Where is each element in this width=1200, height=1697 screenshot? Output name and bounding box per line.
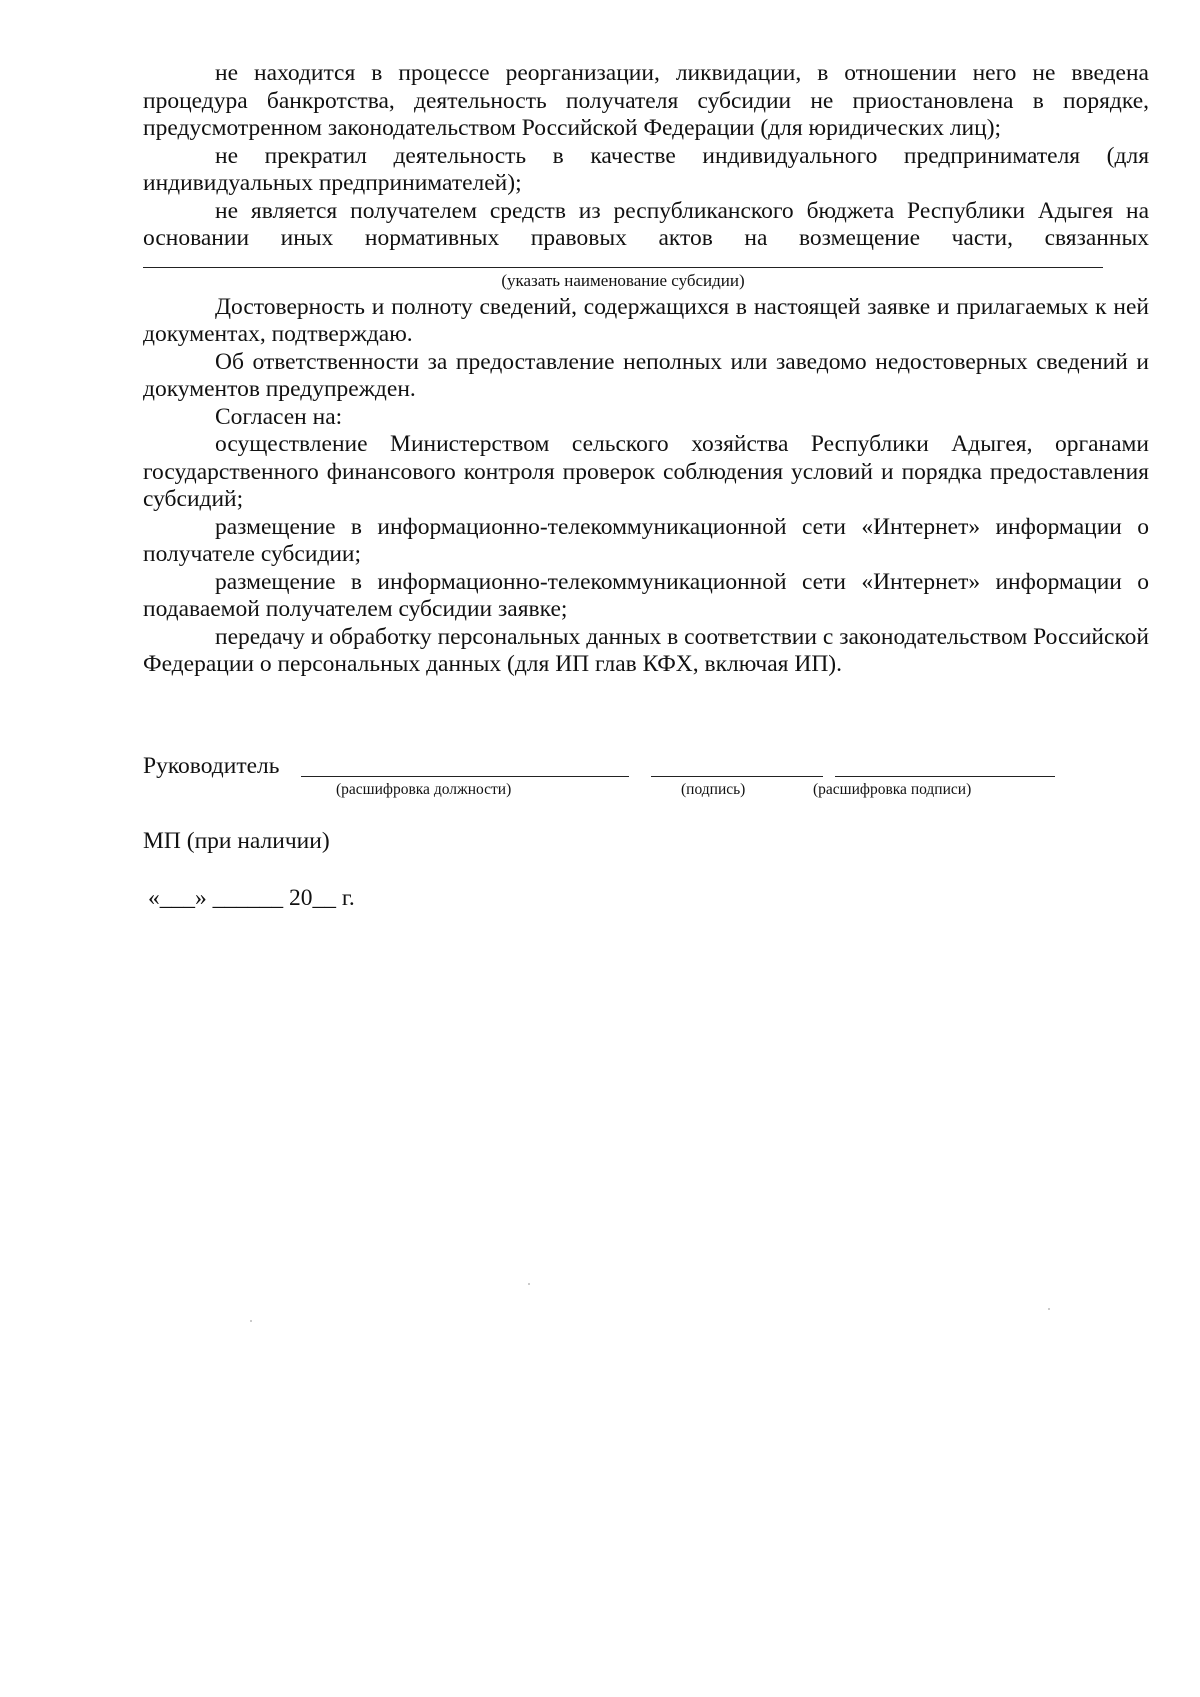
paragraph-not-terminated: не прекратил деятельность в качестве индивидуального предпринимателя (для индивидуальных предпринимателей);: [143, 142, 1149, 196]
signature-label: Руководитель: [143, 753, 280, 779]
paragraph-agree-publish-recipient: размещение в информационно-телекоммуникационной сети «Интернет» информации о получателе субсидии;: [143, 513, 1149, 567]
date-line: «___» ______ 20__ г.: [148, 885, 355, 911]
paragraph-not-reorganizing: не находится в процессе реорганизации, ликвидации, в отношении него не введена процедура банкротства, деятельность получателя субсидии не приостановлена в порядке, предусмотренном законодательством Российской Федерации (для юридических лиц);: [143, 60, 1149, 141]
stamp-place: МП (при наличии): [143, 828, 330, 854]
position-line: [301, 776, 629, 777]
paragraph-not-recipient: не является получателем средств из республиканского бюджета Республики Адыгея на основании иных нормативных правовых актов на возмещение части, связанных: [143, 197, 1149, 251]
position-caption: (расшифровка должности): [336, 781, 512, 798]
signature-caption: (подпись): [681, 781, 746, 798]
name-line: [835, 776, 1055, 777]
signature-line: [651, 776, 823, 777]
subsidy-name-caption: (указать наименование субсидии): [501, 270, 745, 290]
paragraph-agree-personal-data: передачу и обработку персональных данных в соответствии с законодательством Российской Федерации о персональных данных (для ИП глав КФХ, включая ИП).: [143, 623, 1149, 677]
scan-speck: [250, 1320, 252, 1322]
subsidy-name-line: [143, 267, 1103, 268]
signature-block: [143, 752, 1143, 812]
paragraph-confirmation: Достоверность и полноту сведений, содержащихся в настоящей заявке и прилагаемых к ней документах, подтверждаю.: [143, 293, 1149, 347]
paragraph-responsibility: Об ответственности за предоставление неполных или заведомо недостоверных сведений и документов предупрежден.: [143, 348, 1149, 402]
paragraph-agree-publish-application: размещение в информационно-телекоммуникационной сети «Интернет» информации о подаваемой получателем субсидии заявке;: [143, 568, 1149, 622]
scan-speck: [1048, 1308, 1050, 1310]
document-body: [143, 60, 1149, 679]
scan-speck: [528, 1283, 530, 1285]
paragraph-agree-inspections: осуществление Министерством сельского хозяйства Республики Адыгея, органами государственного финансового контроля проверок соблюдения условий и порядка предоставления субсидий;: [143, 431, 1149, 512]
paragraph-agree-heading: Согласен на:: [215, 403, 343, 430]
name-caption: (расшифровка подписи): [813, 781, 972, 798]
subsidy-name-field: [143, 267, 1149, 292]
